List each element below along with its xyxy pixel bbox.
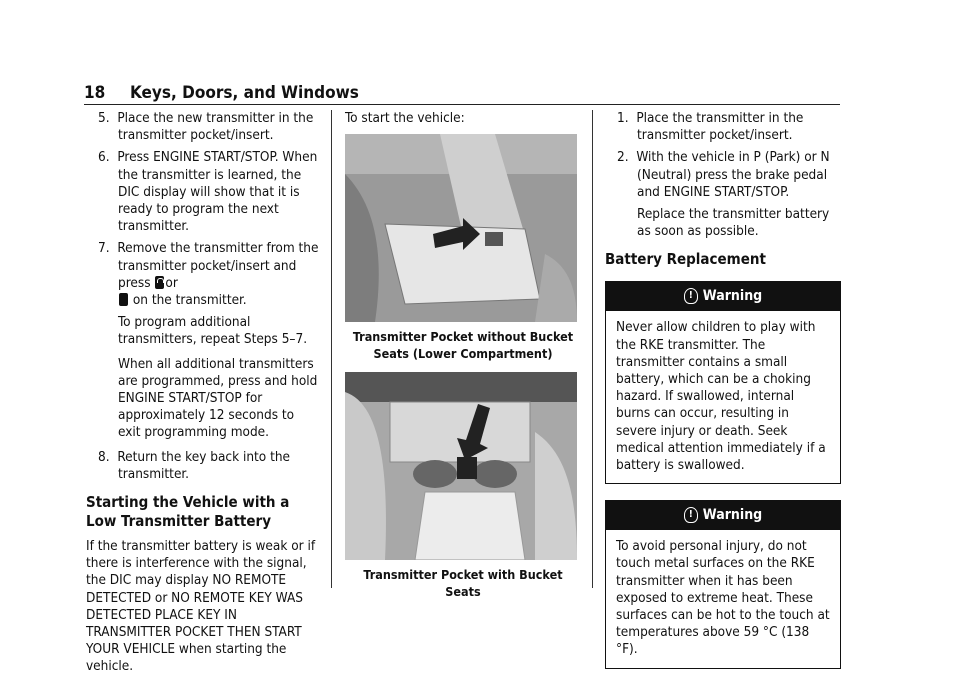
column-3 xyxy=(605,110,841,669)
warning-box-1 xyxy=(605,281,841,484)
caption-photo-1: Transmitter Pocket without Bucket Seats (Lower Compartment) xyxy=(352,329,574,362)
warning-icon: ! xyxy=(684,507,698,523)
caption-photo-2: Transmitter Pocket with Bucket Seats xyxy=(363,567,563,600)
step-7-note-2: When all additional transmitters are programmed, press and hold ENGINE START/STOP for approximately 12 seconds to exit programming mode. xyxy=(118,355,318,441)
warning-icon: ! xyxy=(684,288,698,304)
start-step-2-note: Replace the transmitter battery as soon as possible. xyxy=(637,206,830,240)
start-step-1: 1. Place the transmitter in the transmitter pocket/insert. xyxy=(617,110,804,144)
start-step-2: 2. With the vehicle in P (Park) or N (Neutral) press the brake pedal and ENGINE START/STOP. xyxy=(617,149,830,200)
lock-key-icon xyxy=(155,276,164,289)
warning-header-1: ! Warning xyxy=(606,282,840,311)
column-1 xyxy=(86,110,320,676)
section-heading-low-battery: Starting the Vehicle with a Low Transmitter Battery xyxy=(86,493,290,531)
section-heading-battery-replacement: Battery Replacement xyxy=(605,250,766,269)
low-battery-paragraph: If the transmitter battery is weak or if there is interference with the signal, the DIC may display NO REMOTE DETECTED or NO REMOTE KEY WAS DETECTED PLACE KEY IN TRANSMITTER POCKET THEN START YOUR VEHICLE when starting the vehicle. xyxy=(86,538,316,675)
photo-transmitter-pocket-lower xyxy=(345,134,577,322)
step-8: 8. Return the key back into the transmitter. xyxy=(98,448,291,482)
page-header xyxy=(84,82,840,105)
step-7-note-1: To program additional transmitters, repeat Steps 5–7. xyxy=(118,314,308,348)
step-5: 5. Place the new transmitter in the transmitter pocket/insert. xyxy=(98,110,314,144)
page-number: 18 xyxy=(84,83,106,103)
column-divider-2 xyxy=(592,110,593,588)
step-6: 6. Press ENGINE START/STOP. When the transmitter is learned, the DIC display will show that it is ready to program the next transmitter. xyxy=(98,149,318,235)
warning-text-2: To avoid personal injury, do not touch metal surfaces on the RKE transmitter when it has been exposed to extreme heat. These surfaces can be hot to the touch at temperatures above 59 °C (138 °F). xyxy=(616,538,830,658)
warning-text-1: Never allow children to play with the RKE transmitter. The transmitter contains a small battery, which can be a choking hazard. If swallowed, internal burns can occur, resulting in severe injury or death. Seek medical attention immediately if a battery is swallowed. xyxy=(616,319,826,474)
section-title: Keys, Doors, and Windows xyxy=(130,83,359,103)
intro-text: To start the vehicle: xyxy=(345,110,465,126)
photo-transmitter-pocket-bucket xyxy=(345,372,577,560)
column-2 xyxy=(345,110,581,610)
unlock-key-icon xyxy=(119,293,128,306)
step-7: 7. Remove the transmitter from the transmitter pocket/insert and press or on the transmitter. xyxy=(98,240,319,309)
warning-header-2: ! Warning xyxy=(606,501,840,530)
warning-box-2 xyxy=(605,500,841,668)
column-divider-1 xyxy=(331,110,332,588)
